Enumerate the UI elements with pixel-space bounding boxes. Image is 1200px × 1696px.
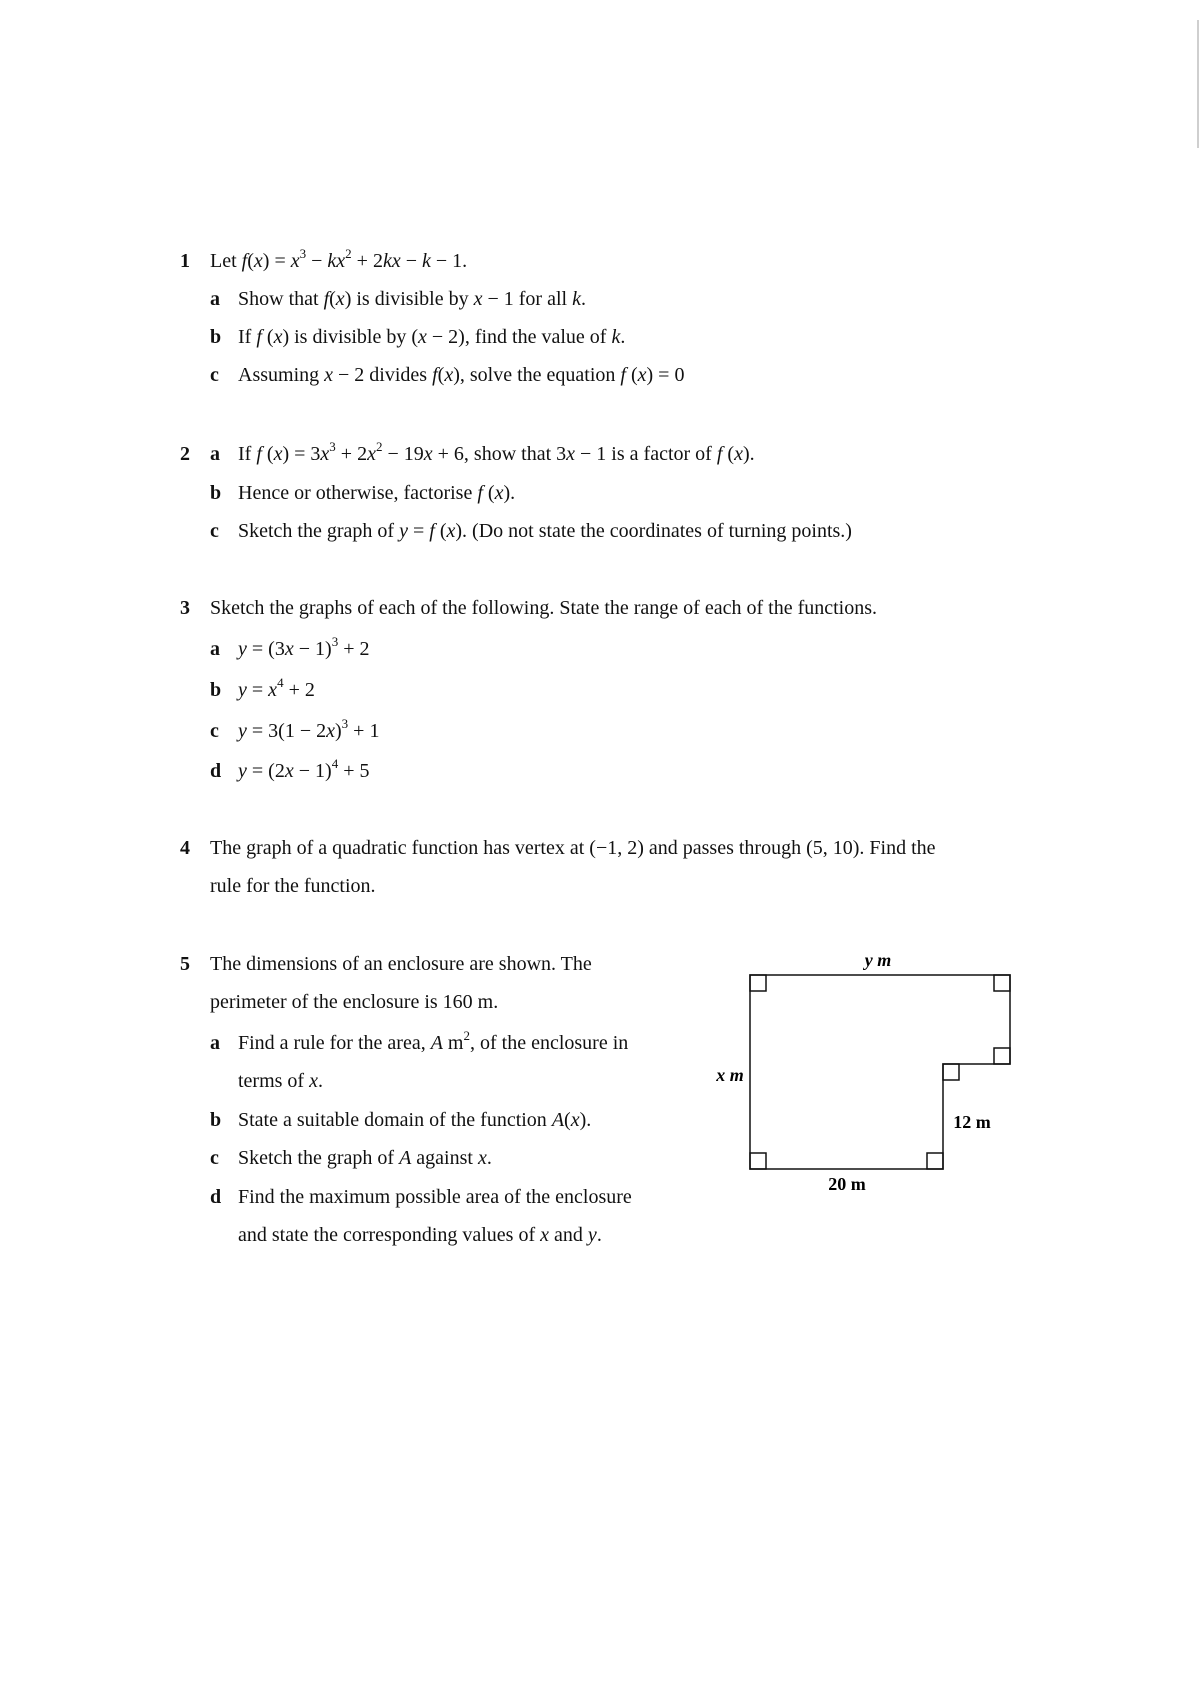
question-stem-line1: The graph of a quadratic function has vertex at (−1, 2) and passes through (5, 10). Find the [210,837,936,859]
top-dimension-label: y m [864,950,892,970]
question-number: 3 [180,597,190,619]
question-stem-line2: rule for the function. [210,875,376,897]
part-text: $y = x^4 + 2$ [238,675,315,701]
question-stem: Let $f(x) = x^3 - kx^2 + 2kx - k - 1$. [210,246,468,272]
part-label: b [210,482,222,504]
part-text: $y = 3(1 - 2x)^3 + 1$ [238,716,380,742]
part-label: c [210,520,219,542]
part-label: b [210,679,222,701]
page-edge-mark [1197,20,1199,148]
part-label: d [210,760,222,782]
part-text: State a suitable domain of the function A(x). [238,1109,592,1131]
part-text: Show that f(x) is divisible by x − 1 for all k. [238,288,586,310]
question-stem-line2: perimeter of the enclosure is 160 m. [210,991,499,1013]
left-dimension-label: x m [716,1065,744,1085]
right-angle-marker [994,1048,1010,1064]
question-stem: Sketch the graphs of each of the following. State the range of each of the functions. [210,597,878,619]
question-number: 1 [180,250,190,272]
part-text-line2: terms of x. [238,1070,323,1092]
right-angle-marker [994,975,1010,991]
right-angle-marker [750,1153,766,1169]
enclosure-diagram [700,940,1040,1210]
question-stem-line1: The dimensions of an enclosure are shown. The [210,953,592,975]
part-text-line2: and state the corresponding values of x and y. [238,1224,602,1246]
bottom-dimension-label: 20 m [828,1174,866,1194]
part-label: d [210,1186,222,1208]
part-text: Find the maximum possible area of the enclosure [238,1186,632,1208]
right-angle-marker [750,975,766,991]
part-text: Sketch the graph of A against x. [238,1147,492,1169]
part-label: c [210,364,219,386]
part-label: c [210,720,219,742]
right-dimension-label: 12 m [953,1112,991,1132]
part-label: b [210,1109,222,1131]
part-label: a [210,638,220,660]
enclosure-outline [750,975,1010,1169]
part-text: Sketch the graph of y = f (x). (Do not state the coordinates of turning points.) [238,520,852,542]
part-label: c [210,1147,219,1169]
part-text: If f $(x) = 3x^3 + 2x^2 - 19x + 6$, show that 3x − 1 is a factor of f (x). [238,439,755,465]
part-text: If f (x) is divisible by (x − 2), find the value of k. [238,326,626,348]
part-label: a [210,443,220,465]
part-label: a [210,1032,220,1054]
right-angle-marker [927,1153,943,1169]
question-number: 2 [180,443,190,465]
part-label: a [210,288,220,310]
part-text: $y = (2x - 1)^4 + 5$ [238,756,370,782]
part-text: Assuming x − 2 divides f(x), solve the equation f (x) = 0 [238,364,685,386]
question-number: 5 [180,953,190,975]
part-text: $y = (3x - 1)^3 + 2$ [238,634,370,660]
question-number: 4 [180,837,190,859]
part-label: b [210,326,222,348]
part-text: Find a rule for the area, A $m^2$, of the enclosure in [238,1028,629,1054]
right-angle-marker [943,1064,959,1080]
part-text: Hence or otherwise, factorise f (x). [238,482,516,504]
